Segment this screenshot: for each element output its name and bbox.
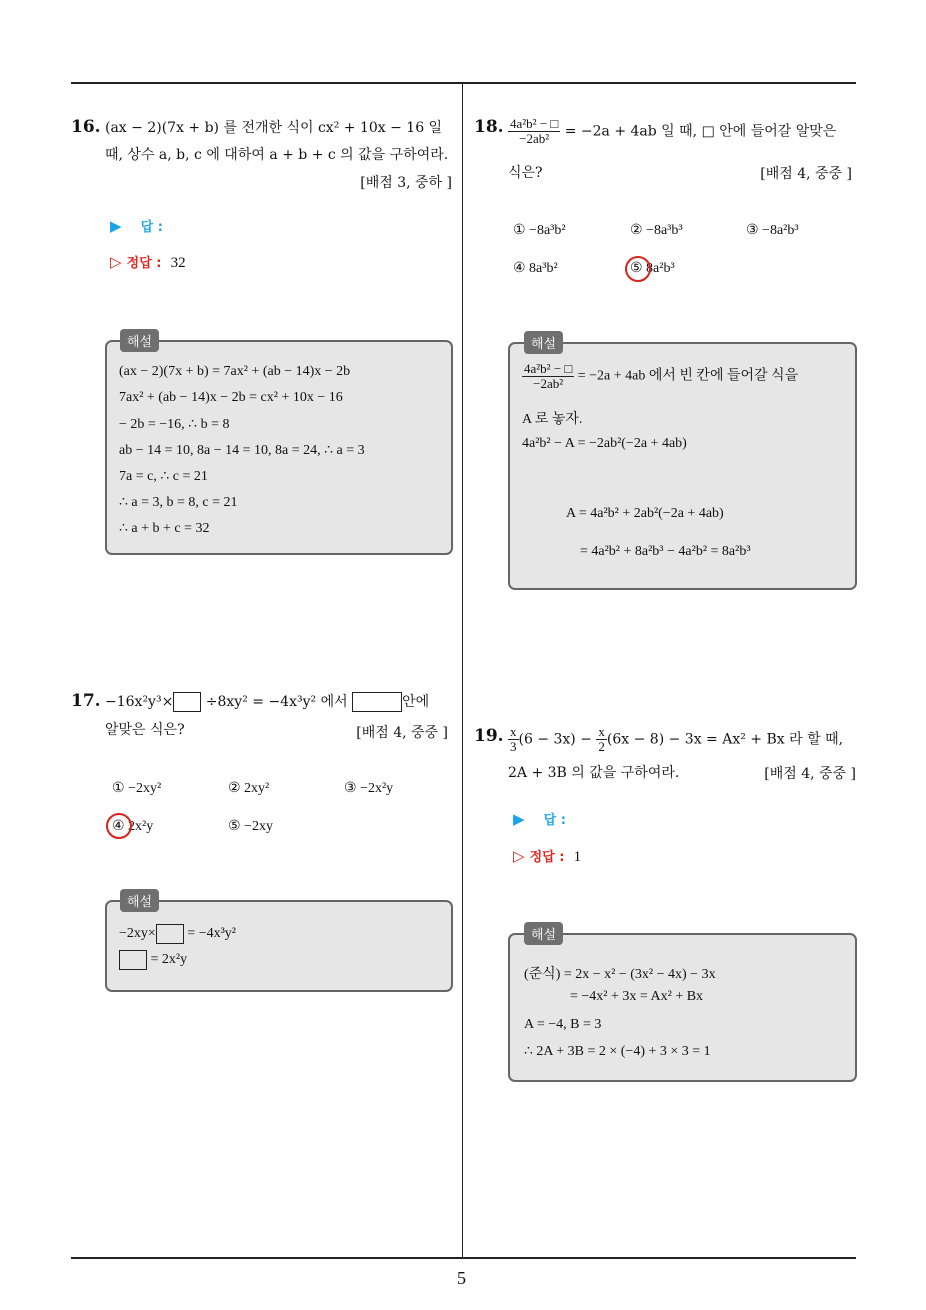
question-number: 19. xyxy=(474,726,504,746)
blank-box xyxy=(173,692,201,712)
solution-box xyxy=(105,900,453,992)
outline-arrow-icon: ▷ xyxy=(513,847,525,865)
correct-answer-row xyxy=(513,846,581,866)
solution-line: ∴ a = 3, b = 8, c = 21 xyxy=(119,495,238,510)
question-text-line1 xyxy=(105,689,429,716)
solution-line: A 로 놓자. xyxy=(522,412,583,427)
solution-box xyxy=(508,933,857,1082)
question-text-line1: $\frac{\text{4a²b² − □}}{\text{−2ab²}}$ = −2a + 4ab 일 때, □ 안에 들어갈 알맞은 xyxy=(510,116,837,146)
column-divider xyxy=(462,84,463,1258)
solution-line: (ax − 2)(7x + b) = 7ax² + (ab − 14)x − 2b xyxy=(119,364,351,379)
choice-5[interactable]: ⑤ −2xy xyxy=(228,819,273,834)
solution-tag: 해설 xyxy=(524,922,563,945)
solution-line: ab − 14 = 10, 8a − 14 = 10, 8a = 24, ∴ a = 3 xyxy=(119,443,365,458)
fraction: $\frac{\text{4a²b² − □}}{\text{−2ab²}}$ xyxy=(524,361,573,391)
choice-3[interactable]: ③ −8a²b³ xyxy=(746,223,799,238)
choice-1[interactable]: ① −2xy² xyxy=(112,781,162,796)
blank-box xyxy=(119,950,147,970)
solution-line: ∴ a + b + c = 32 xyxy=(119,521,210,536)
solution-line: A = 4a²b² + 2ab²(−2a + 4ab) xyxy=(566,506,724,521)
choice-4[interactable]: ④ 2x²y xyxy=(112,819,154,834)
question-text-line2: 알맞은 식은? xyxy=(105,722,185,738)
question-text-line1: (ax − 2)(7x + b) 를 전개한 식이 cx² + 10x − 16 일 xyxy=(105,120,443,136)
solution-line: $\frac{\text{4a²b² − □}}{\text{−2ab²}}$ = −2a + 4ab 에서 빈 칸에 들어갈 식을 xyxy=(524,361,799,391)
play-arrow-icon: ▶ xyxy=(513,810,525,828)
question-number: 17. xyxy=(71,691,101,711)
score-difficulty: [배점 4, 중중 ] xyxy=(764,766,856,782)
selected-answer-circle-icon xyxy=(625,256,651,282)
question-number: 16. xyxy=(71,117,101,137)
solution-line: = 4a²b² + 8a²b³ − 4a²b² = 8a²b³ xyxy=(580,544,751,559)
top-rule xyxy=(71,82,856,84)
fraction: $\frac{x}{3}$ xyxy=(510,724,517,754)
correct-value: 1 xyxy=(573,849,582,865)
expr-part-a: −16x²y³× xyxy=(105,694,174,710)
fraction: $\frac{\text{4a²b² − □}}{\text{−2ab²}}$ xyxy=(510,116,559,146)
play-arrow-icon: ▶ xyxy=(110,217,122,235)
bottom-rule xyxy=(71,1257,856,1259)
correct-label: 정답 : xyxy=(126,256,162,271)
score-difficulty: [배점 4, 중중 ] xyxy=(760,166,852,182)
solution-line: = −4x² + 3x = Ax² + Bx xyxy=(570,989,704,1004)
choice-5[interactable]: ⑤ 8a²b³ xyxy=(630,261,675,276)
choice-3[interactable]: ③ −2x²y xyxy=(344,781,394,796)
solution-line: −2xy× = −4x³y² xyxy=(119,924,236,944)
solution-box xyxy=(105,340,453,555)
correct-value: 32 xyxy=(170,255,186,271)
question-text-line2: 식은? xyxy=(508,165,543,181)
solution-line: − 2b = −16, ∴ b = 8 xyxy=(119,417,230,432)
solution-line: A = −4, B = 3 xyxy=(524,1017,602,1032)
fraction: $\frac{x}{2}$ xyxy=(598,724,605,754)
blank-box xyxy=(352,692,402,712)
question-text-line2: 때, 상수 a, b, c 에 대하여 a + b + c 의 값을 구하여라. xyxy=(105,147,449,163)
choice-4[interactable]: ④ 8a³b² xyxy=(513,261,558,276)
expr-part-c: 안에 xyxy=(402,694,430,710)
solution-line: 7ax² + (ab − 14)x − 2b = cx² + 10x − 16 xyxy=(119,390,343,405)
page-number: 5 xyxy=(457,1268,466,1288)
solution-tag: 해설 xyxy=(120,329,159,352)
score-difficulty: [배점 3, 중하 ] xyxy=(360,175,452,191)
answer-row xyxy=(110,216,163,235)
answer-label: 답 : xyxy=(543,813,566,828)
expr-part-b: ÷8xy² = −4x³y² 에서 xyxy=(205,694,348,710)
solution-line: = 2x²y xyxy=(119,950,187,970)
question-number: 18. xyxy=(474,117,504,137)
solution-box xyxy=(508,342,857,590)
correct-label: 정답 : xyxy=(529,850,565,865)
solution-line: 7a = c, ∴ c = 21 xyxy=(119,469,208,484)
question-text-line2: 2A + 3B 의 값을 구하여라. xyxy=(508,765,680,781)
solution-line: 4a²b² − A = −2ab²(−2a + 4ab) xyxy=(522,436,687,451)
solution-tag: 해설 xyxy=(524,331,563,354)
correct-answer-row xyxy=(110,252,186,272)
solution-line: (준식) = 2x − x² − (3x² − 4x) − 3x xyxy=(524,967,716,982)
question-text-line1: $\frac{x}{3}$ (6 − 3x) − $\frac{x}{2}$ (6x − 8) − 3x = Ax² + Bx 라 할 때, xyxy=(510,724,844,754)
choice-2[interactable]: ② 2xy² xyxy=(228,781,270,796)
score-difficulty: [배점 4, 중중 ] xyxy=(356,725,448,741)
answer-row xyxy=(513,809,566,828)
choice-2[interactable]: ② −8a³b³ xyxy=(630,223,683,238)
selected-answer-circle-icon xyxy=(106,813,132,839)
outline-arrow-icon: ▷ xyxy=(110,253,122,271)
solution-line: ∴ 2A + 3B = 2 × (−4) + 3 × 3 = 1 xyxy=(524,1044,711,1059)
solution-tag: 해설 xyxy=(120,889,159,912)
blank-box xyxy=(156,924,184,944)
answer-label: 답 : xyxy=(140,220,163,235)
choice-1[interactable]: ① −8a³b² xyxy=(513,223,566,238)
